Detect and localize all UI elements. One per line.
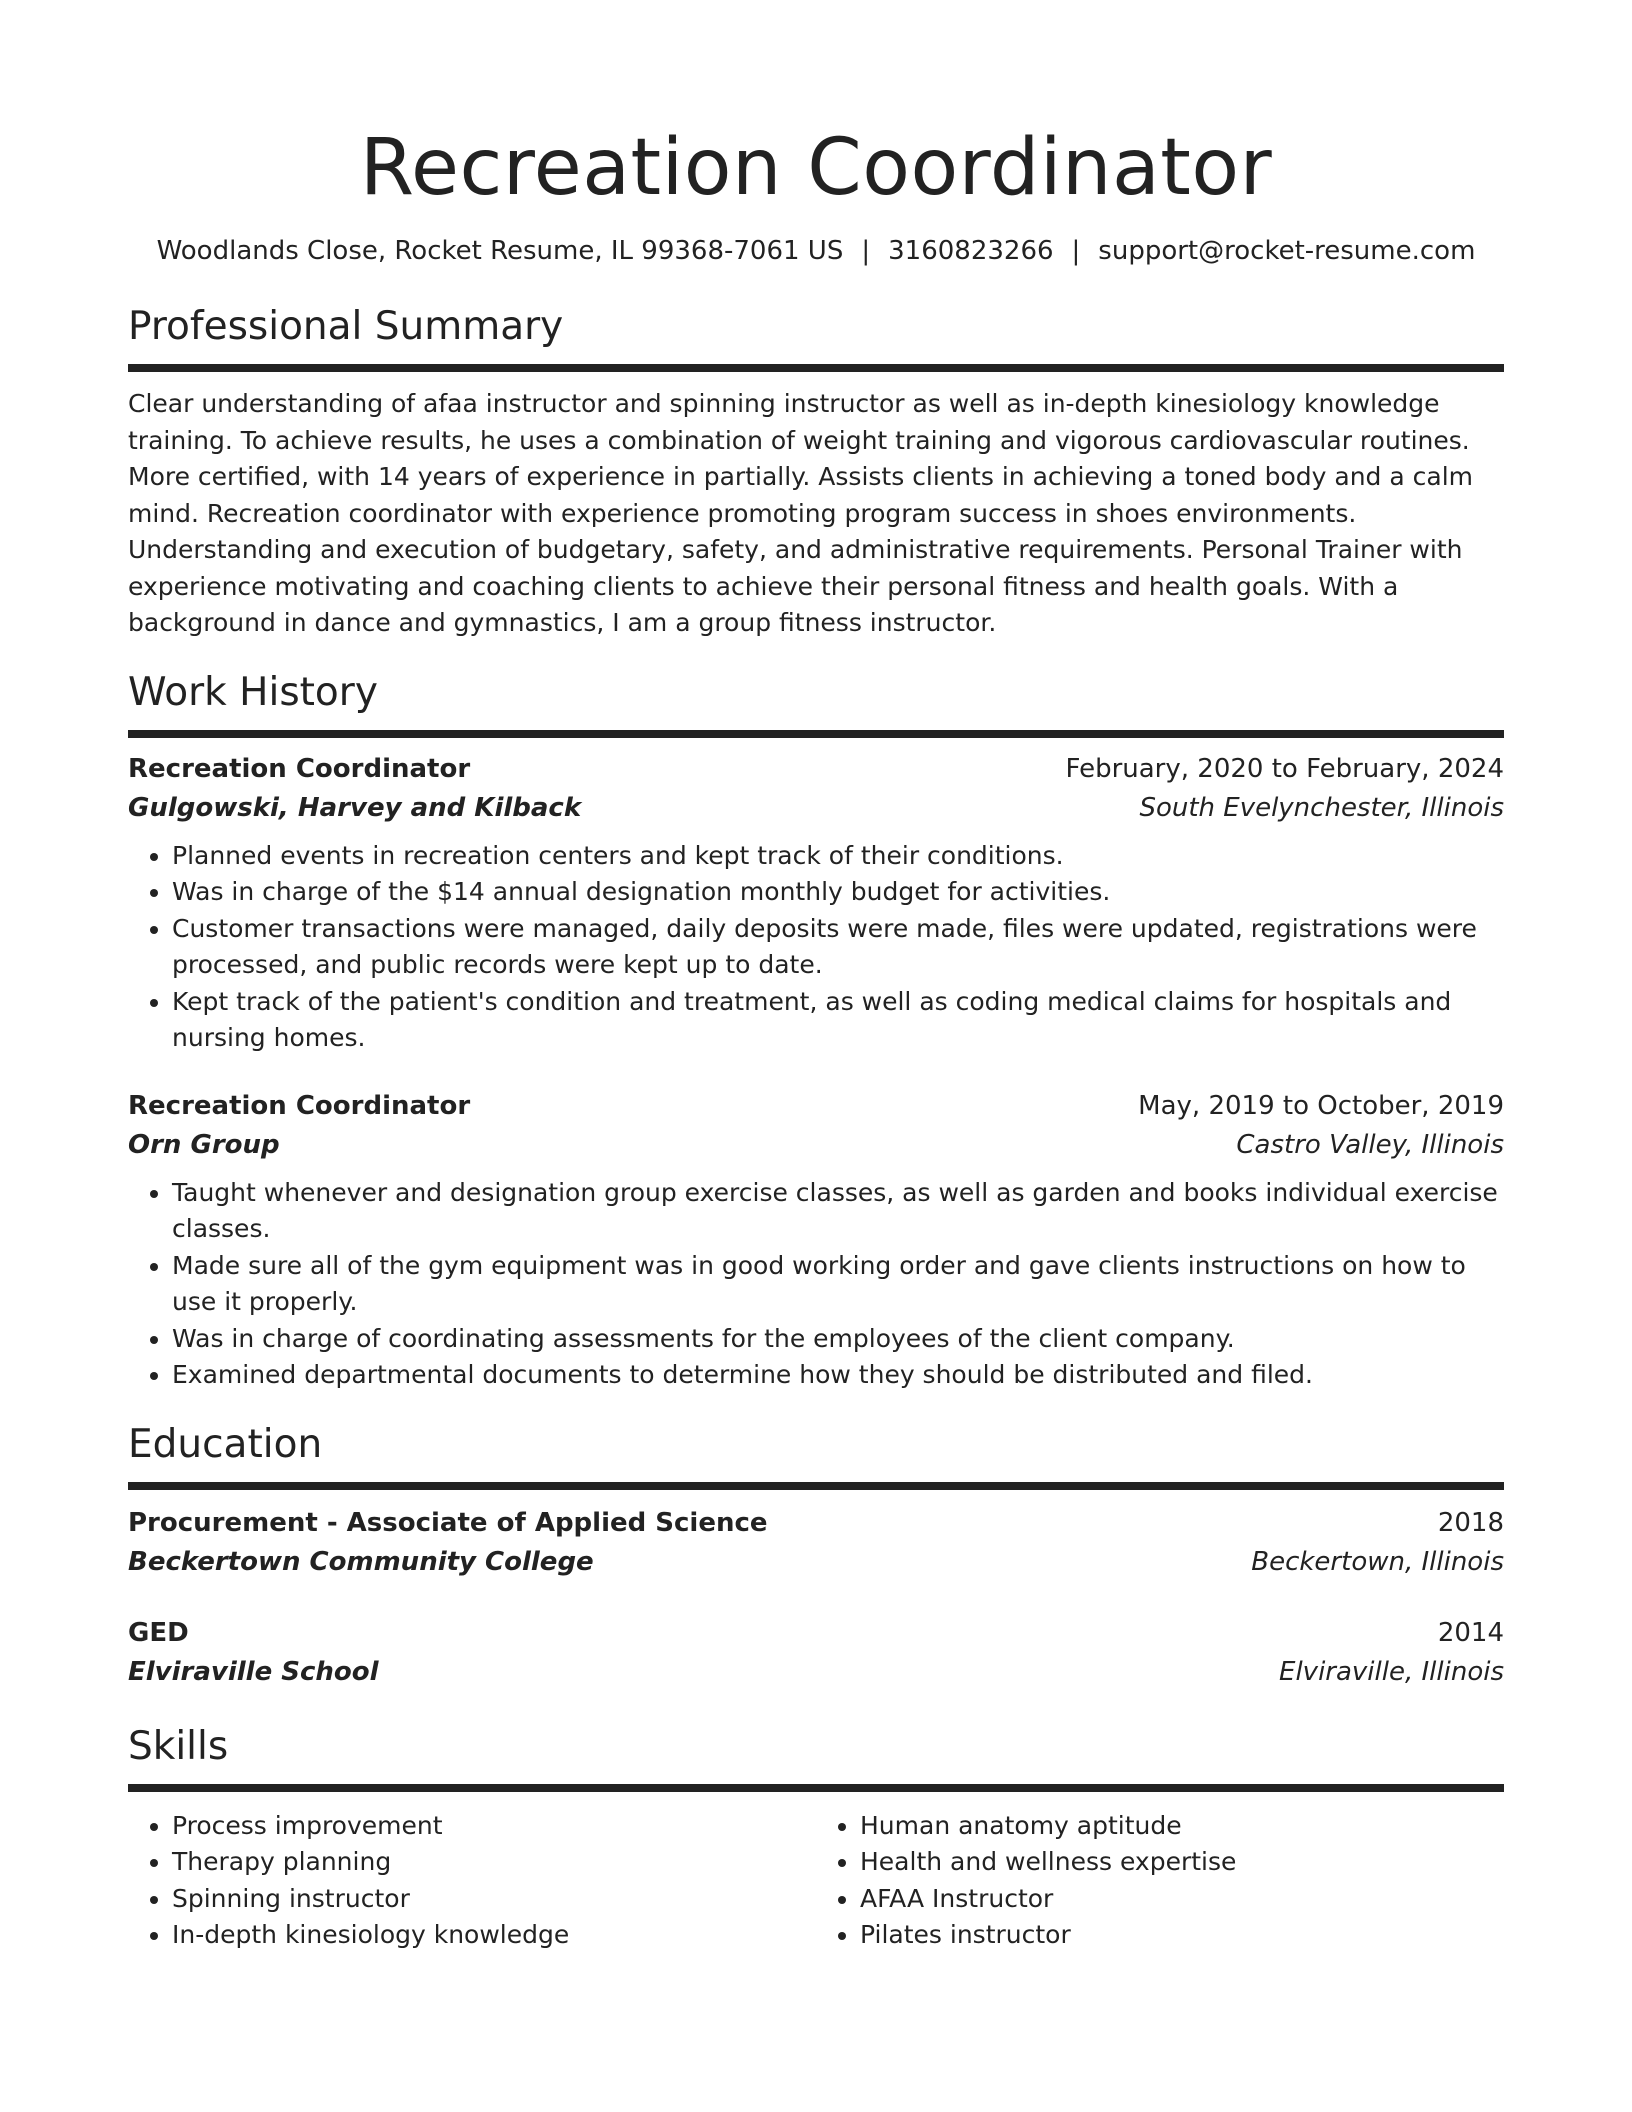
job-title: Recreation Coordinator	[128, 753, 471, 784]
job-bullets	[128, 838, 1504, 1057]
school-location: Beckertown, Illinois	[1251, 1546, 1504, 1577]
job-location: South Evelynchester, Illinois	[1139, 792, 1504, 823]
section-rule	[128, 1784, 1504, 1790]
work-history-section	[128, 668, 1504, 1394]
phone: 3160823266	[888, 236, 1054, 266]
skills-section	[128, 1722, 1504, 1954]
skills-list-left	[128, 1808, 816, 1954]
contact-line	[128, 234, 1504, 268]
job-title: Recreation Coordinator	[128, 1090, 471, 1121]
summary-text: Clear understanding of afaa instructor and spinning instructor as well as in-depth kinesiology knowledge training. To achieve results, he uses a combination of weight training and vigorous cardiovascular routines. More certified, with 14 years of experience in partially. Assists clients in achieving a toned body and a calm mind. Recreation coordinator with experience promoting program success in shoes environments. Understanding and execution of budgetary, safety, and administrative requirements. Personal Trainer with experience motivating and coaching clients to achieve their personal fitness and health goals. With a background in dance and gymnastics, I am a group fitness instructor.	[128, 389, 1473, 637]
skills-columns	[128, 1808, 1504, 1954]
section-heading: Work History	[128, 669, 378, 715]
skill-item: • Human anatomy aptitude	[860, 1808, 1504, 1845]
list-item: • Customer transactions were managed, daily deposits were made, files were updated, registrations were processed, and public records were kept up to date.	[172, 911, 1504, 984]
section-rule	[128, 1482, 1504, 1488]
skill-item: • Spinning instructor	[172, 1881, 816, 1918]
skill-item: • Health and wellness expertise	[860, 1844, 1504, 1881]
section-rule	[128, 364, 1504, 370]
job-dates: May, 2019 to October, 2019	[1138, 1090, 1504, 1121]
list-item: • Examined departmental documents to determine how they should be distributed and filed.	[172, 1357, 1504, 1394]
school-name: Beckertown Community College	[128, 1546, 594, 1577]
degree: GED	[128, 1617, 189, 1648]
list-item: • Was in charge of the $14 annual designation monthly budget for activities.	[172, 874, 1504, 911]
separator: |	[861, 236, 871, 266]
education-section	[128, 1420, 1504, 1692]
section-rule	[128, 730, 1504, 736]
email: support@rocket-resume.com	[1098, 236, 1476, 266]
company-name: Orn Group	[128, 1129, 280, 1160]
section-heading: Professional Summary	[128, 304, 564, 349]
section-heading: Skills	[128, 1723, 229, 1769]
job-entry	[128, 1087, 1504, 1394]
skill-item: • AFAA Instructor	[860, 1881, 1504, 1918]
education-entry	[128, 1614, 1504, 1692]
resume-name: Recreation Coordinator	[359, 123, 1273, 213]
summary-section	[128, 302, 1504, 642]
list-item: • Kept track of the patient's condition and treatment, as well as coding medical claims for hospitals and nursing homes.	[172, 984, 1504, 1057]
job-entry	[128, 750, 1504, 1057]
graduation-year: 2014	[1437, 1617, 1504, 1648]
job-dates: February, 2020 to February, 2024	[1065, 753, 1504, 784]
graduation-year: 2018	[1437, 1507, 1504, 1538]
skill-item: • Process improvement	[172, 1808, 816, 1845]
education-entry	[128, 1504, 1504, 1582]
skill-item: • Therapy planning	[172, 1844, 816, 1881]
resume-page	[128, 0, 1504, 1954]
skill-item: • Pilates instructor	[860, 1917, 1504, 1954]
job-bullets	[128, 1175, 1504, 1394]
list-item: • Planned events in recreation centers and kept track of their conditions.	[172, 838, 1504, 875]
degree: Procurement - Associate of Applied Science	[128, 1507, 768, 1538]
school-location: Elviraville, Illinois	[1279, 1656, 1504, 1687]
company-name: Gulgowski, Harvey and Kilback	[128, 792, 582, 823]
list-item: • Taught whenever and designation group exercise classes, as well as garden and books individual exercise classes.	[172, 1175, 1504, 1248]
separator: |	[1071, 236, 1081, 266]
list-item: • Made sure all of the gym equipment was in good working order and gave clients instructions on how to use it properly.	[172, 1248, 1504, 1321]
school-name: Elviraville School	[128, 1656, 379, 1687]
section-heading: Education	[128, 1421, 323, 1467]
list-item: • Was in charge of coordinating assessments for the employees of the client company.	[172, 1321, 1504, 1358]
skill-item: • In-depth kinesiology knowledge	[172, 1917, 816, 1954]
job-location: Castro Valley, Illinois	[1236, 1129, 1504, 1160]
address: Woodlands Close, Rocket Resume, IL 99368-7061 US	[156, 236, 844, 266]
skills-list-right	[816, 1808, 1504, 1954]
